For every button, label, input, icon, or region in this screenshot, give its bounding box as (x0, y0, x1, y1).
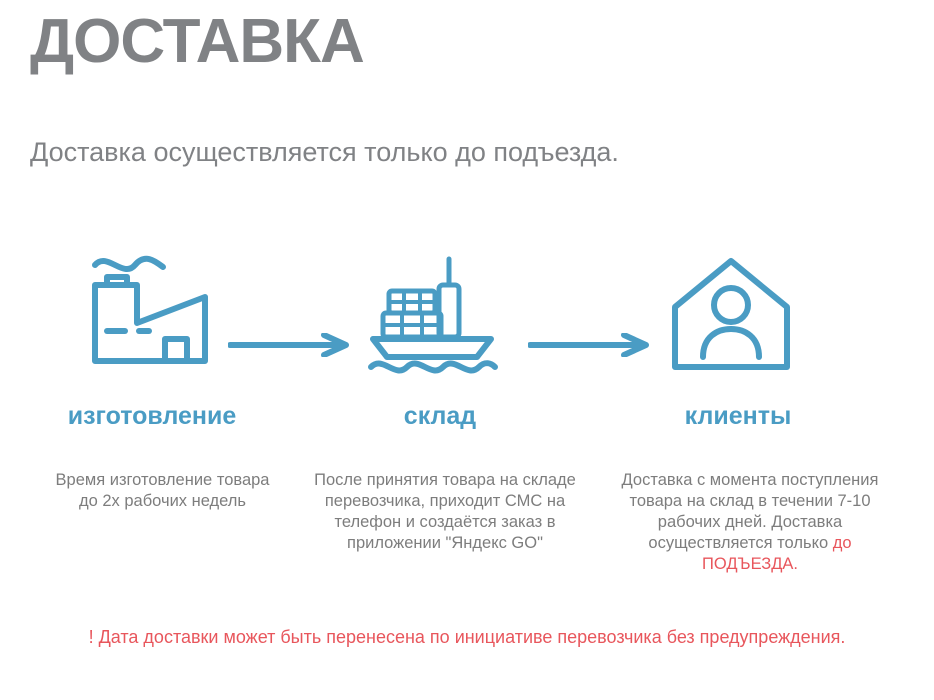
flow-node-clients (648, 245, 828, 395)
flow-labels (0, 402, 934, 436)
flow-node-warehouse (350, 245, 530, 395)
flow-descriptions (0, 470, 934, 600)
arrow-right-icon-2 (528, 333, 658, 357)
flow-label-warehouse: склад (403, 402, 477, 430)
flow-description-clients (620, 470, 880, 576)
flow-node-manufacturing (62, 245, 242, 395)
cargo-ship-icon (365, 245, 515, 395)
factory-icon (77, 245, 227, 395)
house-person-icon (663, 245, 813, 395)
flow-description-manufacturing: Время изготовление товара до 2х рабочих недель (55, 471, 270, 511)
flow-description-clients-highlight: до ПОДЪЕЗДА. (702, 534, 852, 574)
flow-description-clients-text: Доставка с момента поступления товара на склад в течении 7-10 рабочих дней. Доставка осуществляется только (621, 471, 879, 553)
flow-description-warehouse: После принятия товара на складе перевозчика, приходит СМС на телефон и создаётся заказ в приложении "Яндекс GO" (314, 471, 576, 553)
flow-label-manufacturing: изготовление (67, 402, 237, 430)
flow-label-clients: клиенты (684, 402, 792, 430)
process-flow-diagram (0, 245, 934, 405)
arrow-right-icon-1 (228, 333, 358, 357)
page-title: ДОСТАВКА (30, 7, 364, 76)
footer-warning-note: ! Дата доставки может быть перенесена по инициативе перевозчика без предупреждения. (88, 627, 846, 647)
page-subtitle: Доставка осуществляется только до подъезда. (30, 137, 619, 167)
